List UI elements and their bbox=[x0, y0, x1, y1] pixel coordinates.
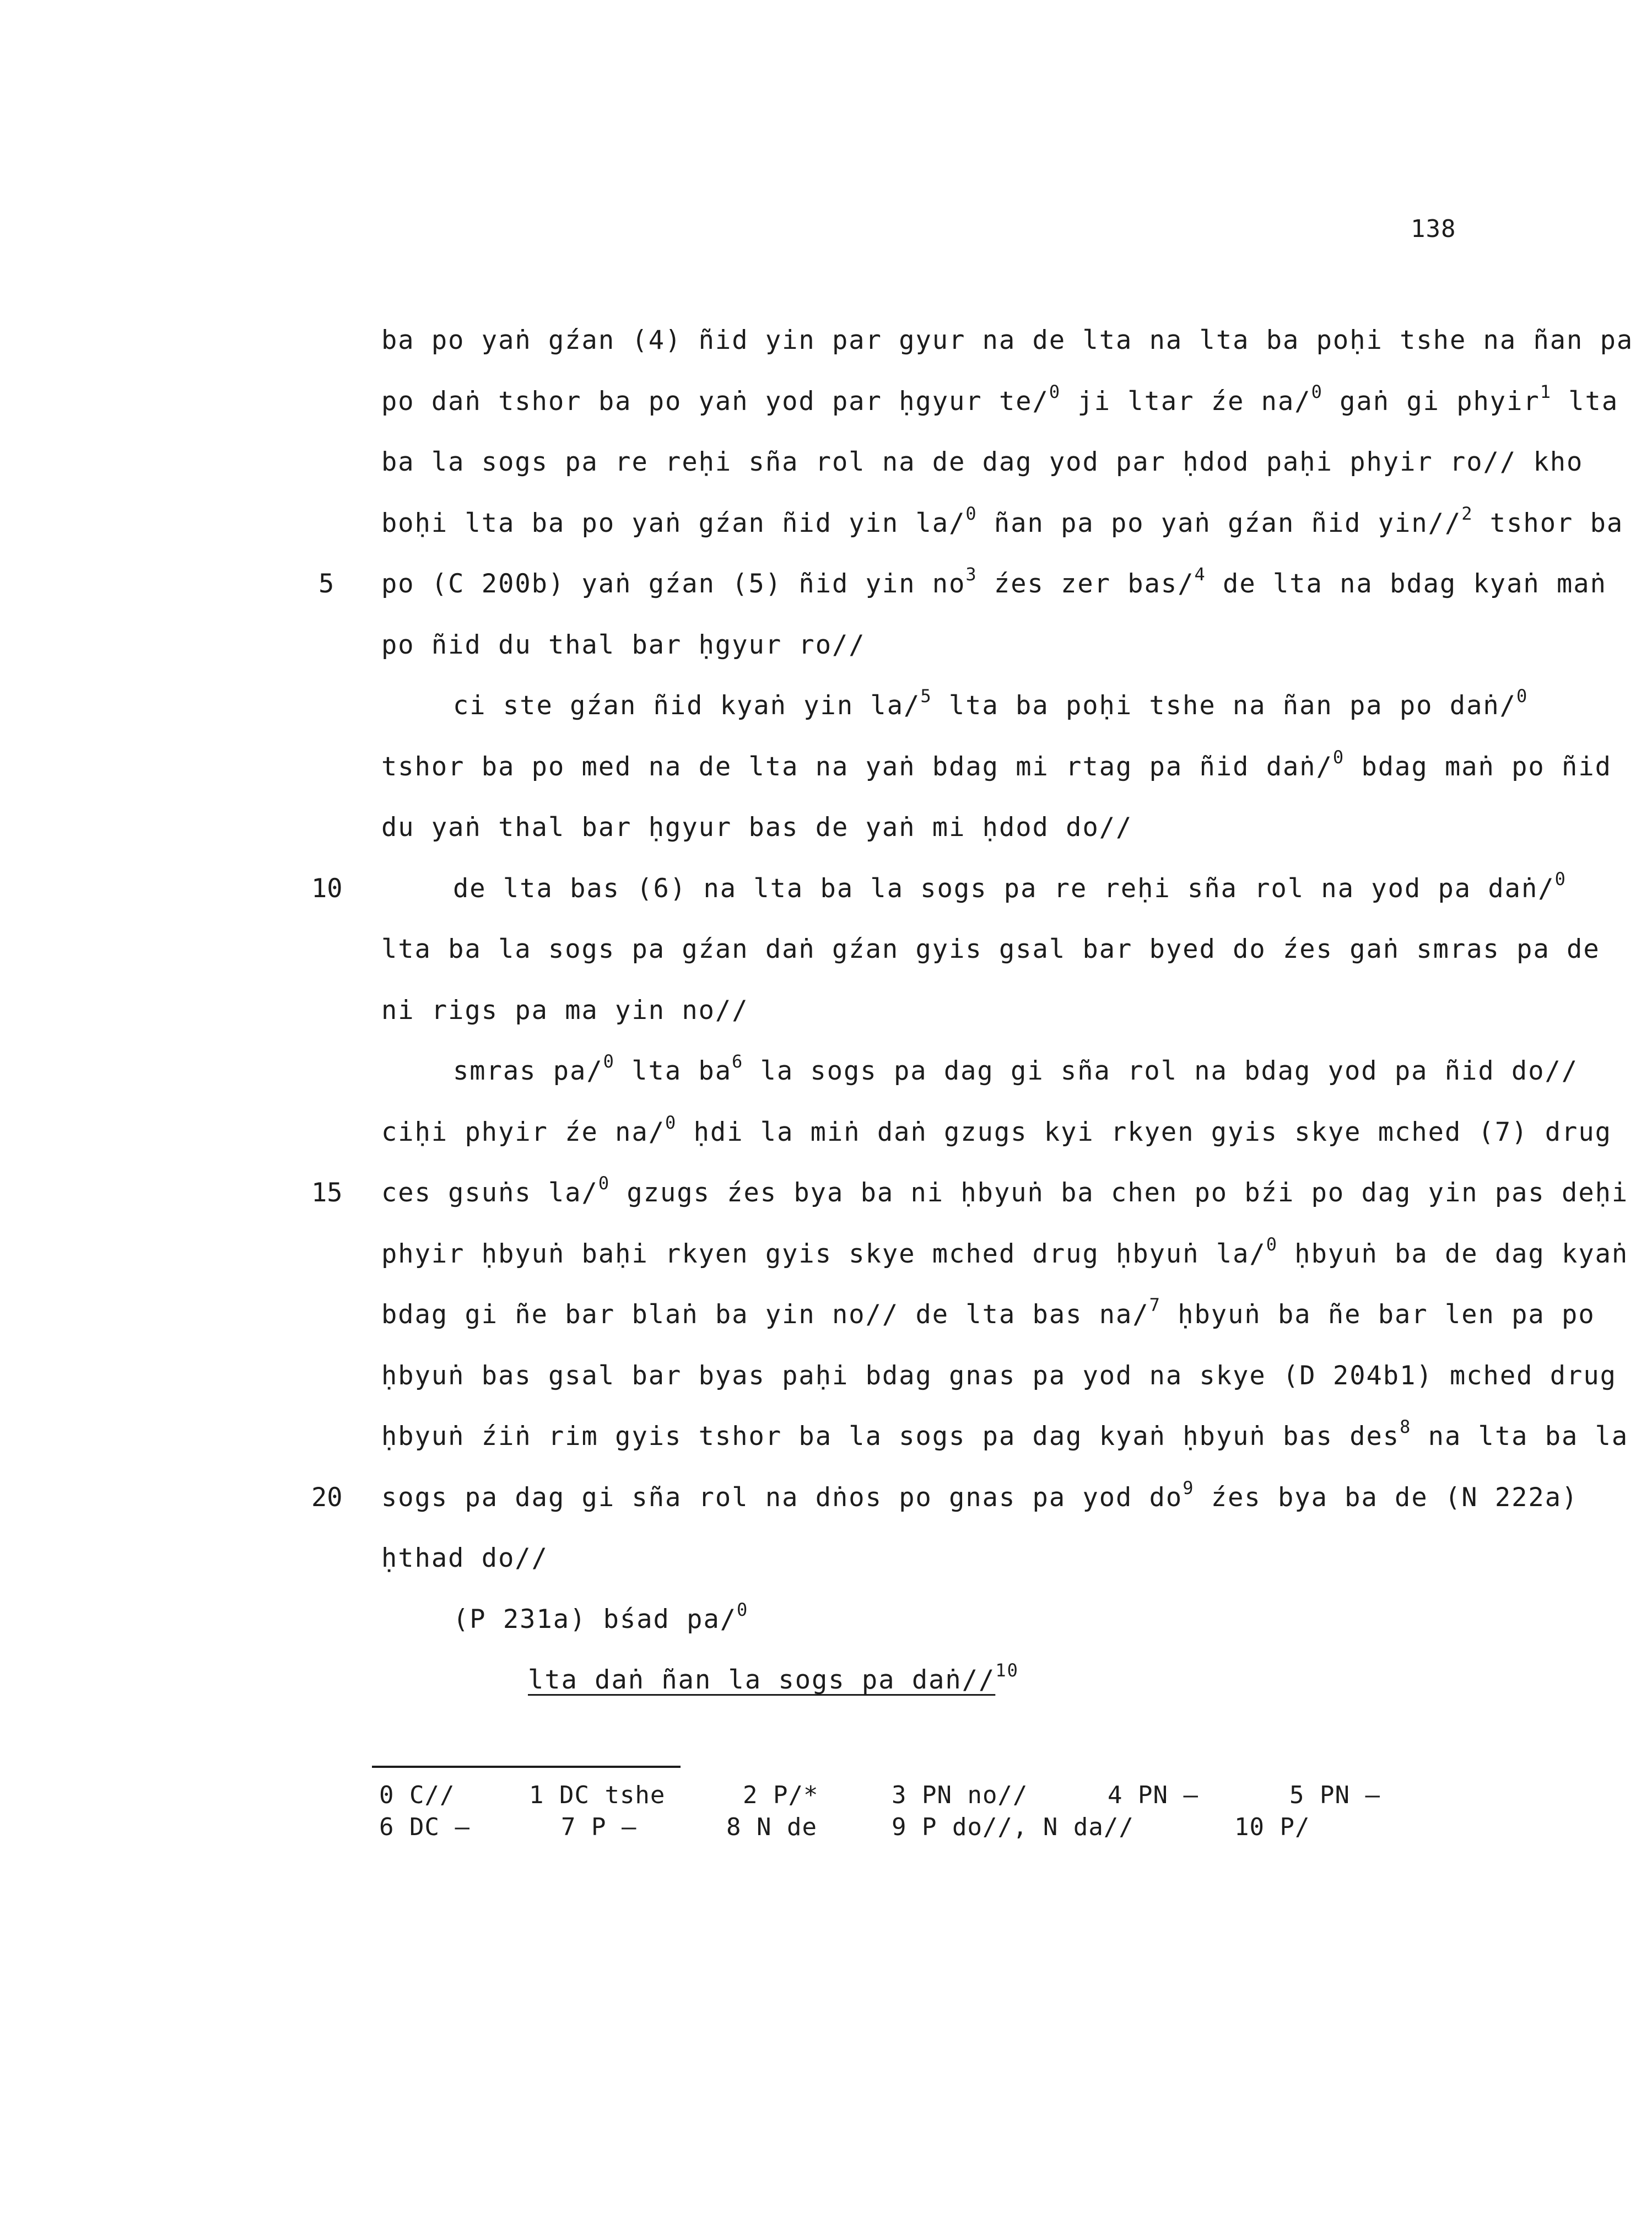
text-segment: de lta na bdag kyaṅ maṅ bbox=[1206, 569, 1607, 599]
footnote-marker: 0 bbox=[603, 1051, 615, 1072]
text-segment: po ñid du thal bar ḥgyur ro// bbox=[381, 629, 866, 660]
footnote-entry: 3 PN no// bbox=[892, 1781, 1028, 1809]
footnote-marker: 7 bbox=[1149, 1295, 1161, 1315]
footnote-marker: 1 bbox=[1540, 381, 1552, 402]
text-segment: ḥbyuṅ ba ñe bar len pa po bbox=[1160, 1299, 1595, 1330]
text-line bbox=[381, 325, 1634, 355]
footnote-entry: 5 PN — bbox=[1289, 1781, 1380, 1809]
section-title bbox=[528, 1660, 1652, 1695]
text-line bbox=[381, 812, 1505, 843]
footnote-marker: 3 bbox=[965, 564, 978, 585]
text-segment: po (C 200b) yaṅ gźan (5) ñid yin no bbox=[381, 569, 966, 599]
text-segment: na lta ba la bbox=[1411, 1421, 1629, 1452]
text-segment: lta ba bbox=[614, 1056, 732, 1086]
text-segment: źes bya ba de (N 222a) bbox=[1194, 1482, 1579, 1513]
text-segment: gzugs źes bya ba ni ḥbyuṅ ba chen po bźi po dag yin pas deḥi bbox=[610, 1178, 1629, 1208]
text-segment: gaṅ gi phyir bbox=[1322, 386, 1540, 417]
text-line bbox=[381, 746, 1612, 782]
text-line bbox=[381, 995, 1505, 1026]
text-segment: ba po yaṅ gźan (4) ñid yin par gyur na de lta na lta ba poḥi tshe na ñan pa bbox=[381, 325, 1634, 355]
text-segment: bdag gi ñe bar blaṅ ba yin no// de lta bas na/ bbox=[381, 1299, 1149, 1330]
text-line bbox=[381, 630, 1505, 660]
text-segment: de lta bas (6) na lta ba la sogs pa re reḥi sña rol na yod pa daṅ/ bbox=[453, 873, 1555, 904]
text-line bbox=[381, 1416, 1629, 1452]
text-line bbox=[381, 381, 1619, 417]
text-line bbox=[381, 1360, 1617, 1391]
text-line bbox=[381, 1233, 1629, 1269]
footnote-entry: 10 P/ bbox=[1234, 1813, 1310, 1841]
footnote-marker: 8 bbox=[1400, 1416, 1412, 1437]
text-segment: ḥbyuṅ ba de dag kyaṅ bbox=[1277, 1238, 1629, 1269]
text-segment: ni rigs pa ma yin no// bbox=[381, 995, 749, 1026]
text-line bbox=[453, 868, 1577, 904]
footnote-marker: 0 bbox=[737, 1599, 749, 1620]
footnote-entry: 0 C// bbox=[379, 1781, 455, 1809]
text-segment: phyir ḥbyuṅ baḥi rkyen gyis skye mched drug ḥbyuṅ la/ bbox=[381, 1238, 1266, 1269]
footnote-marker: 0 bbox=[965, 503, 978, 524]
text-line bbox=[381, 503, 1624, 538]
text-line bbox=[453, 686, 1577, 721]
footnote-entry: 6 DC — bbox=[379, 1813, 470, 1841]
footnote-marker: 4 bbox=[1194, 564, 1206, 585]
text-segment: ciḥi phyir źe na/ bbox=[381, 1116, 666, 1147]
text-segment: tshor ba po med na de lta na yaṅ bdag mi rtag pa ñid daṅ/ bbox=[381, 751, 1333, 782]
text-line bbox=[453, 1599, 1577, 1635]
text-segment: lta ba poḥi tshe na ñan pa po daṅ/ bbox=[932, 691, 1516, 721]
text-segment: tshor ba bbox=[1473, 508, 1624, 538]
footnote-marker: 9 bbox=[1183, 1477, 1195, 1498]
footnote-marker: 0 bbox=[1332, 746, 1345, 768]
text-segment: ḥthad do// bbox=[381, 1543, 548, 1573]
text-line bbox=[381, 1295, 1595, 1330]
footnote-marker: 0 bbox=[1049, 381, 1061, 402]
footnote-entry: 4 PN — bbox=[1108, 1781, 1198, 1809]
text-segment: lta bbox=[1551, 386, 1619, 417]
section-title-text: lta daṅ ñan la sogs pa daṅ// bbox=[528, 1665, 996, 1695]
text-segment: boḥi lta ba po yaṅ gźan ñid yin la/ bbox=[381, 508, 966, 538]
text-segment: źes zer bas/ bbox=[977, 569, 1195, 599]
text-segment: (P 231a) bśad pa/ bbox=[453, 1604, 737, 1635]
text-segment: du yaṅ thal bar ḥgyur bas de yaṅ mi ḥdod do// bbox=[381, 812, 1133, 843]
text-line bbox=[453, 1051, 1579, 1086]
text-segment: ḥbyuṅ źiṅ rim gyis tshor ba la sogs pa dag kyaṅ ḥbyuṅ bas des bbox=[381, 1421, 1400, 1452]
text-segment: ḥdi la miṅ daṅ gzugs kyi rkyen gyis skye mched (7) drug bbox=[677, 1116, 1612, 1147]
footnote-entry: 8 N de bbox=[726, 1813, 817, 1841]
footnote-marker: 5 bbox=[920, 686, 932, 706]
text-line bbox=[381, 1477, 1579, 1513]
text-line bbox=[381, 564, 1607, 599]
text-segment: ji ltar źe na/ bbox=[1061, 386, 1311, 417]
text-segment: ñan pa po yaṅ gźan ñid yin// bbox=[977, 508, 1462, 538]
text-segment: ba la sogs pa re reḥi sña rol na de dag yod par ḥdod paḥi phyir ro// kho bbox=[381, 447, 1584, 477]
text-segment: smras pa/ bbox=[453, 1056, 603, 1086]
text-segment: bdag maṅ po ñid bbox=[1345, 751, 1612, 782]
footnote-marker: 2 bbox=[1461, 503, 1473, 524]
text-segment: sogs pa dag gi sña rol na dṅos po gnas pa yod do bbox=[381, 1482, 1183, 1513]
text-line bbox=[381, 934, 1600, 964]
footnote-marker: 0 bbox=[1311, 381, 1323, 402]
line-number: 15 bbox=[311, 1178, 343, 1208]
footnote-entry: 1 DC tshe bbox=[529, 1781, 666, 1809]
footnote-marker: 10 bbox=[995, 1660, 1019, 1681]
footnote-marker: 0 bbox=[1554, 868, 1567, 889]
text-line bbox=[381, 447, 1584, 477]
footnote-entry: 9 P do//, N da// bbox=[892, 1813, 1134, 1841]
text-segment: ci ste gźan ñid kyaṅ yin la/ bbox=[453, 691, 921, 721]
text-line bbox=[381, 1543, 1505, 1573]
text-segment: lta ba la sogs pa gźan daṅ gźan gyis gsal bar byed do źes gaṅ smras pa de bbox=[381, 934, 1600, 964]
footnote-marker: 0 bbox=[665, 1112, 677, 1133]
footnote-rule bbox=[372, 1766, 681, 1768]
footnote-entry: 2 P/* bbox=[743, 1781, 819, 1809]
text-line bbox=[381, 1173, 1629, 1208]
text-segment: ces gsuṅs la/ bbox=[381, 1178, 598, 1208]
text-segment: la sogs pa dag gi sña rol na bdag yod pa ñid do// bbox=[743, 1056, 1579, 1086]
text-segment: po daṅ tshor ba po yaṅ yod par ḥgyur te/ bbox=[381, 386, 1049, 417]
text-segment: ḥbyuṅ bas gsal bar byas paḥi bdag gnas pa yod na skye (D 204b1) mched drug bbox=[381, 1360, 1617, 1391]
footnote-marker: 0 bbox=[1516, 686, 1529, 706]
line-number: 20 bbox=[311, 1482, 343, 1513]
text-line bbox=[381, 1112, 1612, 1147]
footnote-marker: 6 bbox=[732, 1051, 744, 1072]
page-number: 138 bbox=[1411, 215, 1456, 243]
footnote-marker: 0 bbox=[1266, 1233, 1278, 1255]
footnote-marker: 0 bbox=[598, 1173, 611, 1194]
line-number: 5 bbox=[318, 569, 334, 599]
footnote-entry: 7 P — bbox=[561, 1813, 637, 1841]
line-number: 10 bbox=[311, 873, 343, 904]
